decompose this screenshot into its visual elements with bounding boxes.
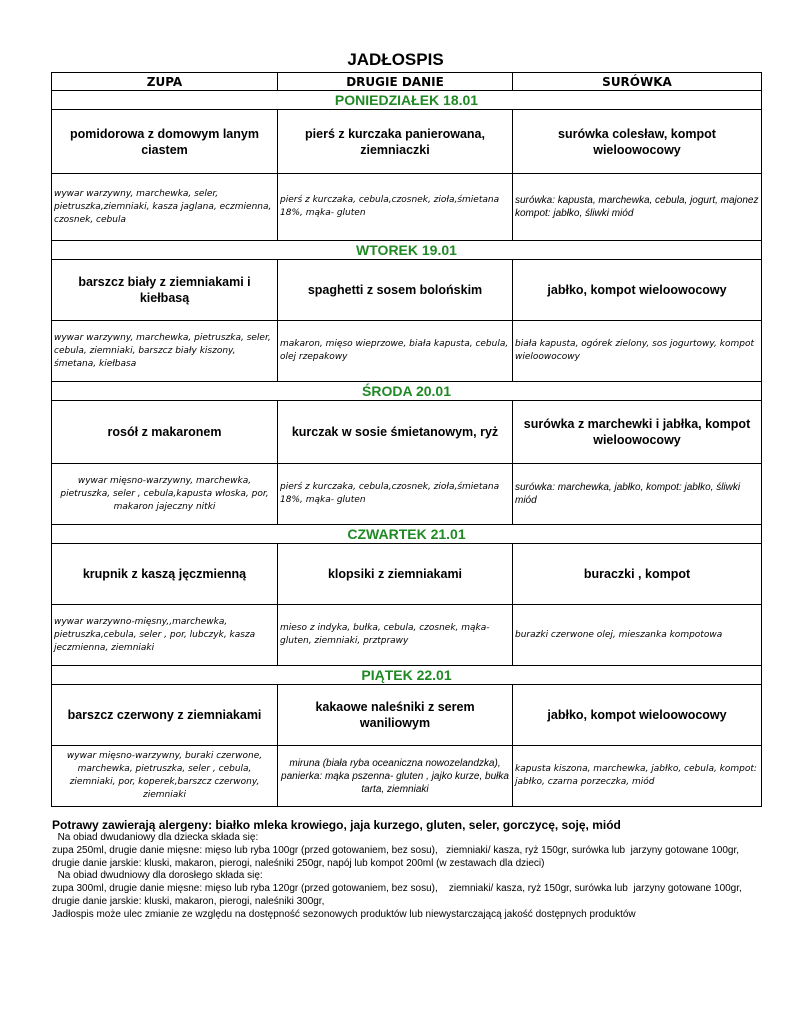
dish-row	[52, 401, 762, 464]
salad-dish: surówka z marchewki i jabłka, kompot wieloowocowy	[513, 401, 762, 464]
soup-ingredients: wywar warzywny, marchewka, seler, pietruszka,ziemniaki, kasza jaglana, eczmienna, czosnek, cebula	[52, 174, 278, 241]
day-label: PONIEDZIAŁEK 18.01	[52, 91, 762, 110]
header-row	[52, 73, 762, 91]
soup-ingredients: wywar mięsno-warzywny, buraki czerwone, marchewka, pietruszka, seler , cebula, ziemniaki, por, koperek,barszcz czerwony, ziemniaki	[52, 746, 278, 807]
soup-dish: barszcz czerwony z ziemniakami	[52, 685, 278, 746]
dish-row	[52, 260, 762, 321]
note-line: Na obiad dwudaniowy dla dziecka składa się:	[52, 832, 259, 843]
main-ingredients: mieso z indyka, bułka, cebula, czosnek, mąka- gluten, ziemniaki, prztprawy	[278, 605, 513, 666]
ingredients-row	[52, 174, 762, 241]
day-row-thursday	[52, 525, 762, 544]
note-line: zupa 250ml, drugie danie mięsne: mięso lub ryba 100gr (przed gotowaniem, bez sosu), ziemniaki/ kasza, ryż 150gr, surówka lub jarzyny gotowane 100gr, drugie danie jarskie: kluski, makaron, pierogi, naleśniki 250gr, napój lub kompot 200ml (w zestawach dla dzieci)	[52, 844, 745, 869]
salad-ingredients: biała kapusta, ogórek zielony, sos jogurtowy, kompot wieloowocowy	[513, 321, 762, 382]
main-ingredients: makaron, mięso wieprzowe, biała kapusta, cebula, olej rzepakowy	[278, 321, 513, 382]
soup-dish: rosół z makaronem	[52, 401, 278, 464]
menu-table	[51, 72, 762, 807]
salad-ingredients: surówka: kapusta, marchewka, cebula, jogurt, majonez kompot: jabłko, śliwki miód	[513, 174, 762, 241]
main-ingredients: pierś z kurczaka, cebula,czosnek, zioła,śmietana 18%, mąka- gluten	[278, 174, 513, 241]
note-line: Na obiad dwudniowy dla dorosłego składa się:	[52, 870, 263, 882]
day-row-wednesday	[52, 382, 762, 401]
main-dish: spaghetti z sosem bolońskim	[278, 260, 513, 321]
day-label: PIĄTEK 22.01	[52, 666, 762, 685]
ingredients-row	[52, 746, 762, 807]
dish-row	[52, 685, 762, 746]
salad-ingredients: kapusta kiszona, marchewka, jabłko, cebula, kompot: jabłko, czarna porzeczka, miód	[513, 746, 762, 807]
ingredients-row	[52, 464, 762, 525]
main-dish: kurczak w sosie śmietanowym, ryż	[278, 401, 513, 464]
day-row-monday	[52, 91, 762, 110]
main-ingredients: miruna (biała ryba oceaniczna nowozelandzka), panierka: mąka pszenna- gluten , jajko kurze, bułka tarta, ziemniaki	[278, 746, 513, 807]
header-main-course: DRUGIE DANIE	[278, 73, 513, 91]
main-dish: pierś z kurczaka panierowana, ziemniaczki	[278, 110, 513, 174]
soup-ingredients: wywar warzywno-mięsny,,marchewka, pietruszka,cebula, seler , por, lubczyk, kasza jeczmienna, ziemniaki	[52, 605, 278, 666]
soup-dish: pomidorowa z domowym lanym ciastem	[52, 110, 278, 174]
salad-dish: surówka colesław, kompot wieloowocowy	[513, 110, 762, 174]
dish-row	[52, 544, 762, 605]
header-salad: SURÓWKA	[513, 73, 762, 91]
main-dish: klopsiki z ziemniakami	[278, 544, 513, 605]
day-label: ŚRODA 20.01	[52, 382, 762, 401]
salad-dish: buraczki , kompot	[513, 544, 762, 605]
day-row-tuesday	[52, 241, 762, 260]
note-line: zupa 300ml, drugie danie mięsne: mięso lub ryba 120gr (przed gotowaniem, bez sosu), ziemniaki/ kasza, ryż 150gr, surówka lub jarzyny gotowane 100gr, drugie danie jarskie: kluski, makaron, pierogi, naleśniki 300gr,	[52, 883, 748, 907]
day-label: WTOREK 19.01	[52, 241, 762, 260]
salad-dish: jabłko, kompot wieloowocowy	[513, 685, 762, 746]
salad-ingredients: surówka: marchewka, jabłko, kompot: jabłko, śliwki miód	[513, 464, 762, 525]
soup-ingredients: wywar warzywny, marchewka, pietruszka, seler, cebula, ziemniaki, barszcz biały kiszony, śmetana, kiełbasa	[52, 321, 278, 382]
day-label: CZWARTEK 21.01	[52, 525, 762, 544]
salad-dish: jabłko, kompot wieloowocowy	[513, 260, 762, 321]
salad-ingredients: burazki czerwone olej, mieszanka kompotowa	[513, 605, 762, 666]
note-line: Jadłospis może ulec zmianie ze względu na dostępność sezonowych produktów lub niewystarczającą jakość dostępnych produktów	[52, 908, 636, 920]
main-dish: kakaowe naleśniki z serem waniliowym	[278, 685, 513, 746]
page-title: JADŁOSPIS	[347, 50, 444, 69]
allergens-note: Potrawy zawierają alergeny: białko mleka krowiego, jaja kurzego, gluten, seler, gorczycę, soję, miód	[52, 818, 621, 832]
ingredients-row	[52, 321, 762, 382]
header-soup: ZUPA	[52, 73, 278, 91]
soup-ingredients: wywar mięsno-warzywny, marchewka, pietruszka, seler , cebula,kapusta włoska, por, makaron jajeczny nitki	[52, 464, 278, 525]
ingredients-row	[52, 605, 762, 666]
soup-dish: barszcz biały z ziemniakami i kiełbasą	[52, 260, 278, 321]
dish-row	[52, 110, 762, 174]
soup-dish: krupnik z kaszą jęczmienną	[52, 544, 278, 605]
day-row-friday	[52, 666, 762, 685]
notes-section	[52, 818, 762, 922]
main-ingredients: pierś z kurczaka, cebula,czosnek, zioła,śmietana 18%, mąka- gluten	[278, 464, 513, 525]
